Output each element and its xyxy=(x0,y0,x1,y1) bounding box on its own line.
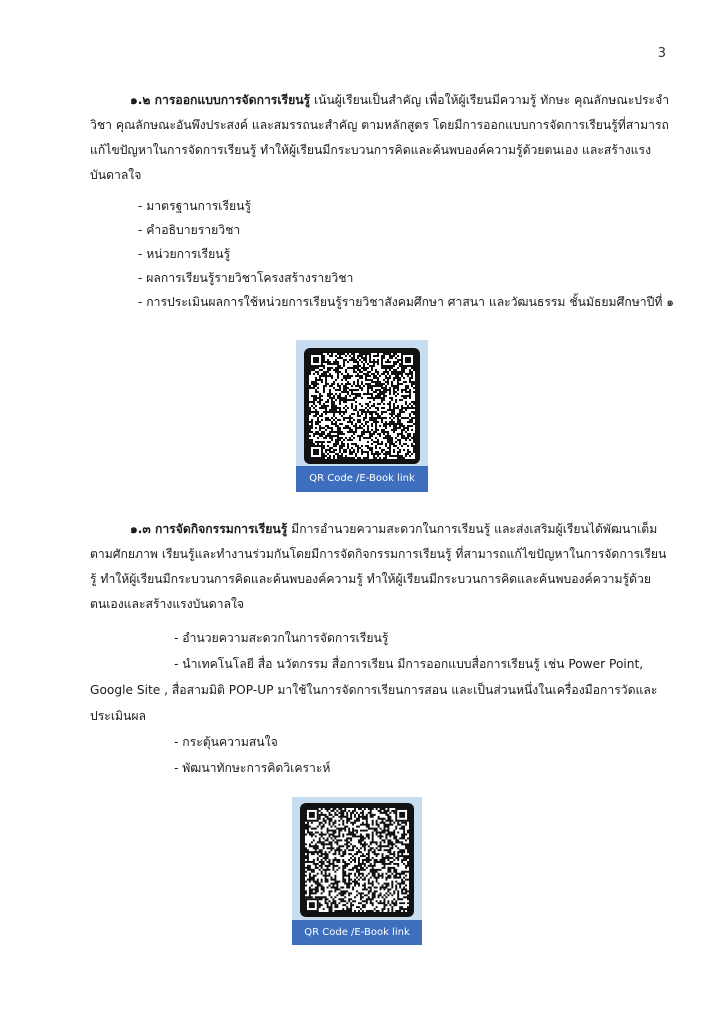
qr-finder-pattern xyxy=(395,808,409,822)
list-item: - มาตรฐานการเรียนรู้ xyxy=(138,199,252,213)
qr-card-2[interactable] xyxy=(292,797,422,945)
qr-caption[interactable]: QR Code /E-Book link xyxy=(296,466,428,492)
list-item: - การประเมินผลการใช้หน่วยการเรียนรู้รายวิชาสังคมศึกษา ศาสนา และวัฒนธรรม ชั้นมัธยมศึกษาปีที่ ๑ xyxy=(138,295,674,309)
list-item: - นำเทคโนโลยี สื่อ นวัตกรรม สื่อการเรียน มีการออกแบบสื่อการเรียนรู้ เช่น Power Point, Google Site , สื่อสามมิติ POP-UP มาใช้ในการจัดการเรียนการสอน และเป็นส่วนหนึ่งในเครื่องมือการวัดและประเมินผล xyxy=(90,657,658,723)
qr-code-icon xyxy=(309,353,415,459)
list-item: - คำอธิบายรายวิชา xyxy=(138,223,241,237)
qr-finder-pattern xyxy=(309,353,323,367)
section-1-2-paragraph xyxy=(90,88,670,188)
qr-caption[interactable]: QR Code /E-Book link xyxy=(292,920,422,945)
list-item: - หน่วยการเรียนรู้ xyxy=(138,247,231,261)
qr-finder-pattern xyxy=(401,353,415,367)
page-number: 3 xyxy=(657,46,666,61)
list-item: - อำนวยความสะดวกในการจัดการเรียนรู้ xyxy=(174,631,389,645)
section-1-3-list xyxy=(90,625,670,781)
qr-code-icon xyxy=(305,808,409,912)
list-item: - กระตุ้นความสนใจ xyxy=(174,735,278,749)
section-1-3-body: มีการอำนวยความสะดวกในการเรียนรู้ และส่งเสริมผู้เรียนได้พัฒนาเต็มตามศักยภาพ เรียนรู้และทำงานร่วมกันโดยมีการจัดกิจกรรมการเรียนรู้ ที่สามารถแก้ไขปัญหาในการจัดการเรียนรู้ ทำให้ผู้เรียนมีกระบวนการคิดและค้นพบองค์ความรู้ ทำให้ผู้เรียนมีกระบวนการคิดและค้นพบองค์ความรู้ด้วยตนเองและสร้างแรงบันดาลใจ xyxy=(90,522,667,611)
qr-card-1[interactable] xyxy=(296,340,428,492)
section-1-3-paragraph xyxy=(90,517,670,617)
section-1-3-heading: ๑.๓ การจัดกิจกรรมการเรียนรู้ xyxy=(130,522,288,536)
qr-finder-pattern xyxy=(305,898,319,912)
list-item: - ผลการเรียนรู้รายวิชาโครงสร้างรายวิชา xyxy=(138,271,354,285)
section-1-2-list xyxy=(138,194,678,314)
qr-finder-pattern xyxy=(309,445,323,459)
list-item: - พัฒนาทักษะการคิดวิเคราะห์ xyxy=(174,761,331,775)
qr-finder-pattern xyxy=(305,808,319,822)
qr-frame xyxy=(300,803,414,917)
section-1-2-heading: ๑.๒ การออกแบบการจัดการเรียนรู้ xyxy=(130,93,311,107)
section-1-2-body: เน้นผู้เรียนเป็นสำคัญ เพื่อให้ผู้เรียนมีความรู้ ทักษะ คุณลักษณะประจำวิชา คุณลักษณะอันพึงประสงค์ และสมรรถนะสำคัญ ตามหลักสูตร โดยมีการออกแบบการจัดการเรียนรู้ที่สามารถแก้ไขปัญหาในการจัดการเรียนรู้ ทำให้ผู้เรียนมีกระบวนการคิดและค้นพบองค์ความรู้ด้วยตนเอง และสร้างแรงบันดาลใจ xyxy=(90,93,670,182)
qr-frame xyxy=(304,348,420,464)
